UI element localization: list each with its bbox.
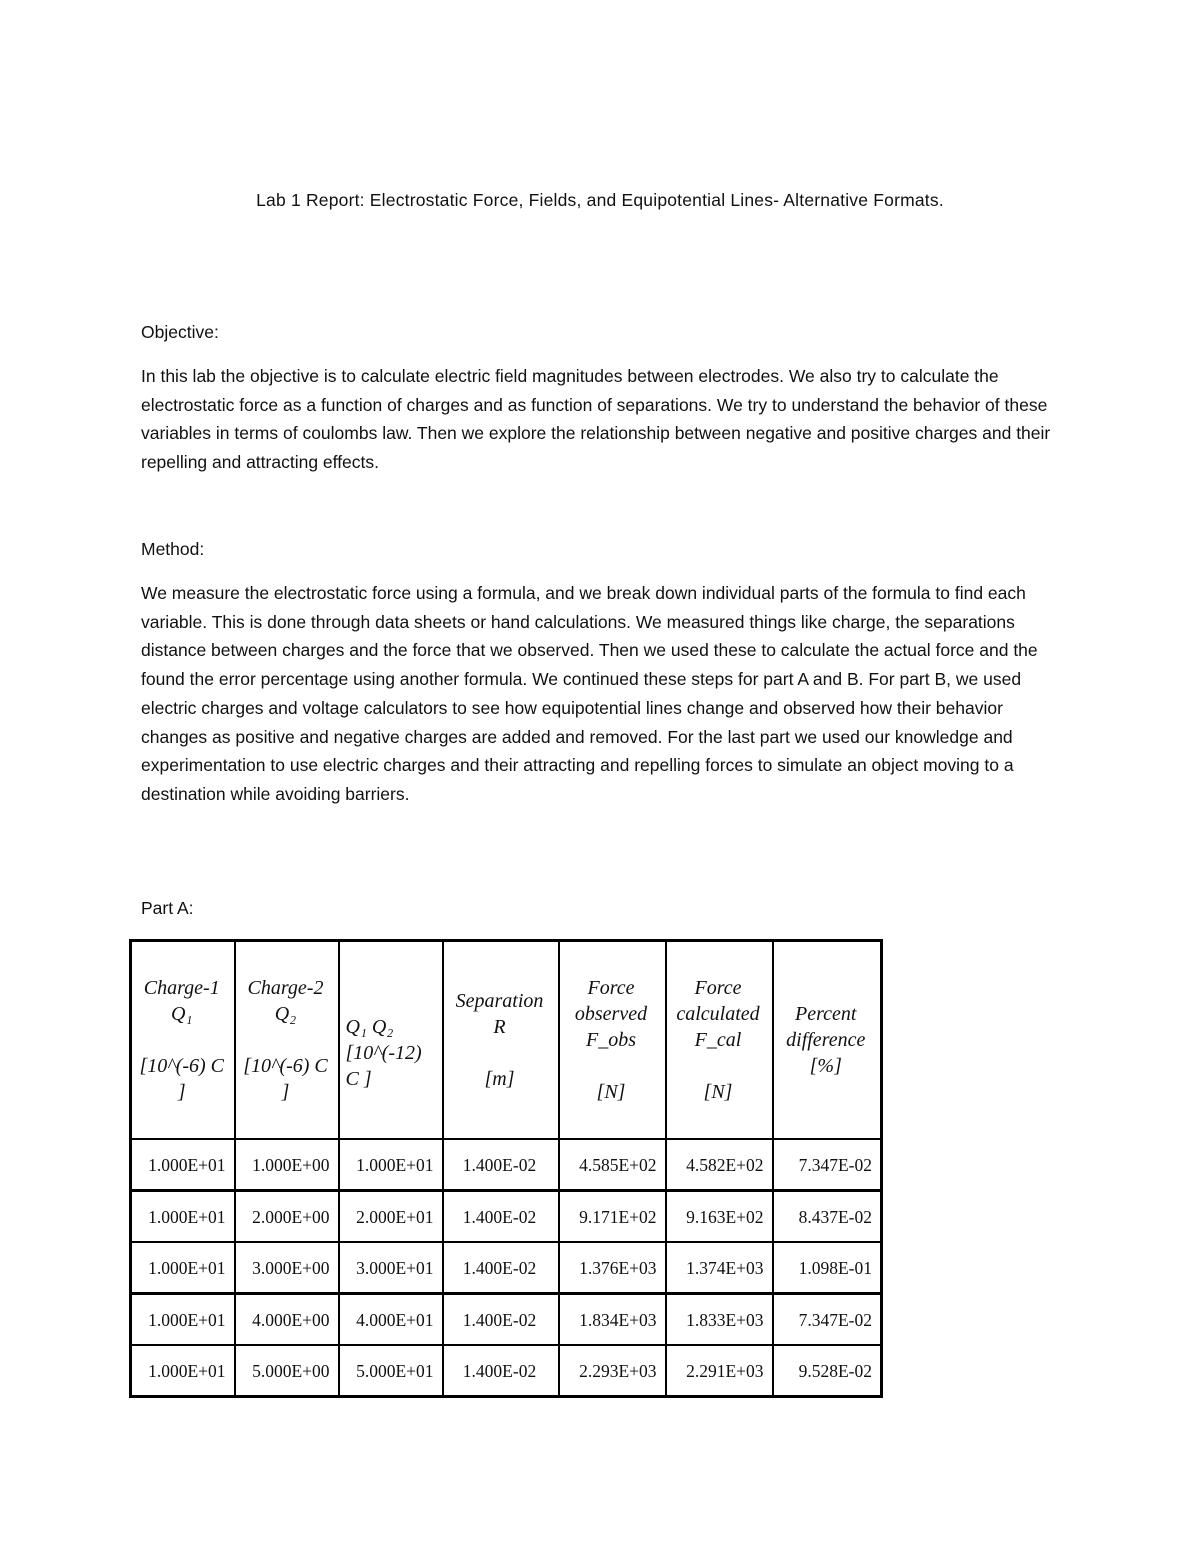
cell-force-calculated: 2.291E+03 — [666, 1345, 773, 1397]
cell-percent-difference: 1.098E-01 — [773, 1242, 882, 1294]
header-charge-2-name: Charge-2 Q₂ — [247, 977, 324, 1025]
cell-separation: 1.400E-02 — [443, 1242, 559, 1294]
cell-separation: 1.400E-02 — [443, 1345, 559, 1397]
cell-force-observed: 1.376E+03 — [559, 1242, 666, 1294]
cell-percent-difference: 9.528E-02 — [773, 1345, 882, 1397]
header-force-calculated-name: Force calculated F_cal — [676, 977, 760, 1051]
cell-charge-1: 1.000E+01 — [131, 1191, 235, 1243]
cell-charge-1: 1.000E+01 — [131, 1139, 235, 1191]
cell-force-observed: 4.585E+02 — [559, 1139, 666, 1191]
header-force-observed-unit: [N] — [596, 1081, 626, 1103]
header-force-calculated-unit: [N] — [703, 1081, 733, 1103]
table-row — [131, 1345, 882, 1397]
header-force-calculated — [666, 941, 773, 1140]
cell-percent-difference: 7.347E-02 — [773, 1139, 882, 1191]
page-title: Lab 1 Report: Electrostatic Force, Fields, and Equipotential Lines- Alternative Formats. — [256, 190, 944, 210]
table-row — [131, 1191, 882, 1243]
header-charge-1-name: Charge-1 Q₁ — [143, 977, 220, 1025]
cell-separation: 1.400E-02 — [443, 1191, 559, 1243]
table-row — [131, 1294, 882, 1346]
header-charge-1-unit: [10^(-6) C ] — [139, 1055, 225, 1103]
table-row — [131, 1139, 882, 1191]
cell-force-calculated: 1.833E+03 — [666, 1294, 773, 1346]
header-force-observed — [559, 941, 666, 1140]
header-separation-name: Separation R — [455, 990, 544, 1038]
header-q1q2 — [339, 941, 443, 1140]
cell-charge-1: 1.000E+01 — [131, 1294, 235, 1346]
header-charge-2-unit: [10^(-6) C ] — [243, 1055, 328, 1103]
header-q1q2-name: Q₁ Q₂ — [345, 1016, 394, 1038]
header-force-observed-name: Force observed F_obs — [574, 977, 648, 1051]
cell-q1q2: 3.000E+01 — [339, 1242, 443, 1294]
method-heading: Method: — [141, 539, 205, 559]
objective-heading: Objective: — [141, 322, 219, 342]
cell-q1q2: 4.000E+01 — [339, 1294, 443, 1346]
cell-q1q2: 2.000E+01 — [339, 1191, 443, 1243]
cell-charge-2: 2.000E+00 — [235, 1191, 339, 1243]
cell-separation: 1.400E-02 — [443, 1294, 559, 1346]
header-separation-unit: [m] — [484, 1068, 515, 1090]
cell-charge-2: 4.000E+00 — [235, 1294, 339, 1346]
cell-charge-2: 1.000E+00 — [235, 1139, 339, 1191]
method-paragraph: We measure the electrostatic force using a formula, and we break down individual parts of the formula to find each variable. This is done through data sheets or hand calculations. We measured things like charge, the separations distance between charges and the force that we observed. Then we used these to calculate the actual force and the found the error percentage using another formula. We continued these steps for part A and B. For part B, we used electric charges and voltage calculators to see how equipotential lines change and observed how their behavior changes as positive and negative charges are added and removed. For the last part we used our knowledge and experimentation to use electric charges and their attracting and repelling forces to simulate an object moving to a destination while avoiding barriers. — [141, 583, 1038, 804]
cell-force-observed: 9.171E+02 — [559, 1191, 666, 1243]
cell-q1q2: 5.000E+01 — [339, 1345, 443, 1397]
cell-q1q2: 1.000E+01 — [339, 1139, 443, 1191]
cell-force-calculated: 1.374E+03 — [666, 1242, 773, 1294]
cell-charge-2: 5.000E+00 — [235, 1345, 339, 1397]
cell-charge-1: 1.000E+01 — [131, 1345, 235, 1397]
cell-force-calculated: 4.582E+02 — [666, 1139, 773, 1191]
part-a-heading: Part A: — [141, 898, 194, 918]
header-percent-difference-name: Percent difference [%] — [786, 1003, 866, 1077]
cell-force-observed: 1.834E+03 — [559, 1294, 666, 1346]
header-charge-1 — [131, 941, 235, 1140]
cell-percent-difference: 8.437E-02 — [773, 1191, 882, 1243]
header-percent-difference — [773, 941, 882, 1140]
header-charge-2 — [235, 941, 339, 1140]
part-a-table — [129, 939, 883, 1398]
cell-force-calculated: 9.163E+02 — [666, 1191, 773, 1243]
table-row — [131, 1242, 882, 1294]
cell-force-observed: 2.293E+03 — [559, 1345, 666, 1397]
header-separation — [443, 941, 559, 1140]
cell-charge-1: 1.000E+01 — [131, 1242, 235, 1294]
table-header-row — [131, 941, 882, 1140]
objective-paragraph: In this lab the objective is to calculate electric field magnitudes between electrodes. We also try to calculate the electrostatic force as a function of charges and as function of separations. We try to understand the behavior of these variables in terms of coulombs law. Then we explore the relationship between negative and positive charges and their repelling and attracting effects. — [141, 366, 1051, 473]
cell-separation: 1.400E-02 — [443, 1139, 559, 1191]
cell-charge-2: 3.000E+00 — [235, 1242, 339, 1294]
header-q1q2-unit: [10^(-12) C ] — [345, 1042, 422, 1090]
cell-percent-difference: 7.347E-02 — [773, 1294, 882, 1346]
